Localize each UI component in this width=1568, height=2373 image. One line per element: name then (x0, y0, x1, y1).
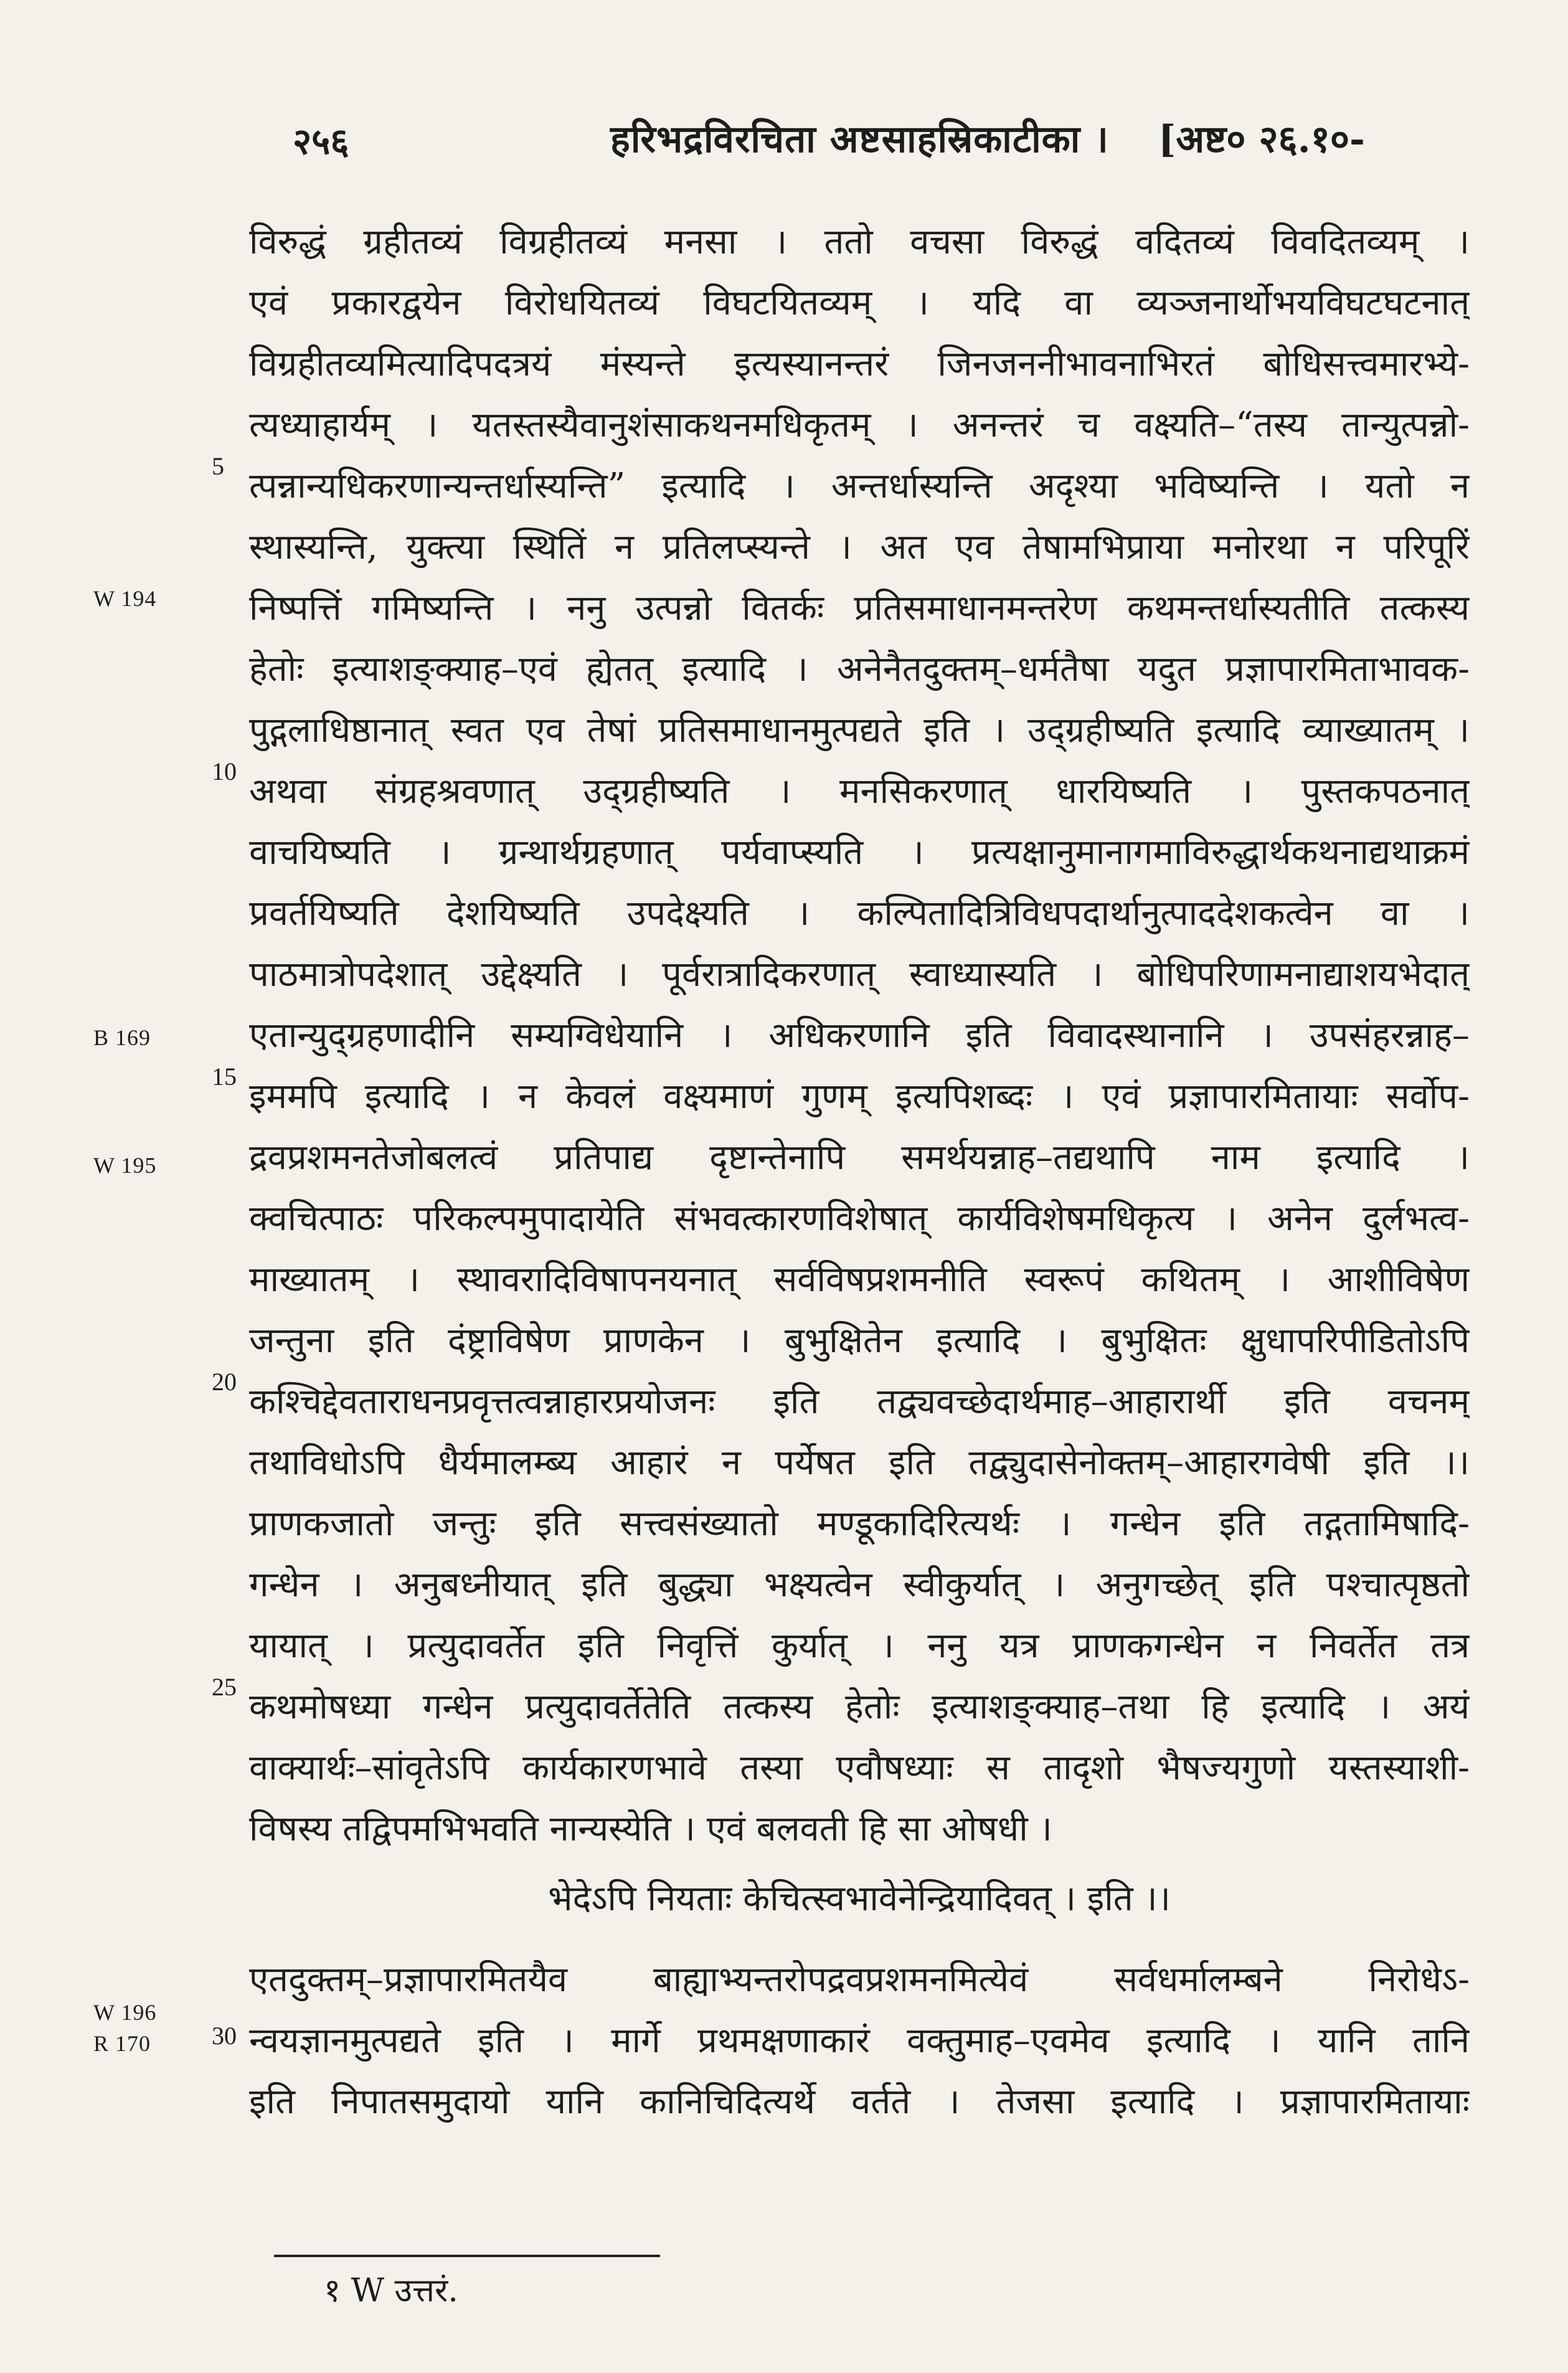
footnote: १ W उत्तरं. (324, 2272, 458, 2309)
running-title: हरिभद्रविरचिता अष्टसाहस्रिकाटीका । (610, 118, 1109, 161)
section-reference: [अष्ट० २६.१०- (1158, 118, 1365, 161)
text-line: क्वचित्पाठः परिकल्पमुपादायेति संभवत्कारणविशेषात् कार्यविशेषमधिकृत्य । अनेन दुर्लभत्व- (249, 1198, 1470, 1239)
text-line: निष्पत्तिं गमिष्यन्ति । ननु उत्पन्नो वितर्कः प्रतिसमाधानमन्तरेण कथमन्तर्धास्यतीति तत्कस्य (249, 588, 1470, 628)
text-line: कथमोषध्या गन्धेन प्रत्युदावर्तेतेति तत्कस्य हेतोः इत्याशङ्क्याह–तथा हि इत्यादि । अयं (249, 1687, 1470, 1727)
text-line: न्वयज्ञानमुत्पद्यते इति । मार्गे प्रथमक्षणाकारं वक्तुमाह–एवमेव इत्यादि । यानि तानि (249, 2020, 1470, 2061)
line-number: 5 (212, 452, 224, 480)
text-line: एतान्युद्ग्रहणादीनि सम्यग्विधेयानि । अधिकरणानि इति विवादस्थानानि । उपसंहरन्नाह– (249, 1015, 1470, 1056)
running-header (0, 0, 1568, 174)
text-line: इति निपातसमुदायो यानि कानिचिदित्यर्थे वर्तते । तेजसा इत्यादि । प्रज्ञापारमितायाः (249, 2082, 1470, 2122)
margin-reference: W 196 (93, 2000, 157, 2025)
text-line: वाक्यार्थः–सांवृतेऽपि कार्यकारणभावे तस्या एवौषध्याः स तादृशो भैषज्यगुणो यस्तस्याशी- (249, 1748, 1470, 1788)
footnote-rule (274, 2255, 660, 2257)
text-line: द्रवप्रशमनतेजोबलत्वं प्रतिपाद्य दृष्टान्तेनापि समर्थयन्नाह–तद्यथापि नाम इत्यादि । (249, 1137, 1470, 1178)
line-number: 20 (212, 1368, 237, 1396)
page-number: २५६ (293, 120, 349, 163)
margin-reference: W 195 (93, 1153, 157, 1178)
text-line: प्राणकजातो जन्तुः इति सत्त्वसंख्यातो मण्डूकादिरित्यर्थः । गन्धेन इति तद्गतामिषादि- (249, 1504, 1470, 1544)
text-line: वाचयिष्यति । ग्रन्थार्थग्रहणात् पर्यवाप्स्यति । प्रत्यक्षानुमानागमाविरुद्धार्थकथनाद्यथाक्रमं (249, 832, 1470, 873)
margin-reference: R 170 (93, 2031, 151, 2056)
text-line: यायात् । प्रत्युदावर्तेत इति निवृत्तिं कुर्यात् । ननु यत्र प्राणकगन्धेन न निवर्तेत तत्र (249, 1626, 1470, 1666)
margin-reference: B 169 (93, 1025, 151, 1050)
text-line: स्थास्यन्ति, युक्त्या स्थितिं न प्रतिलप्स्यन्ते । अत एव तेषामभिप्राया मनोरथा न परिपूरिं (249, 527, 1470, 567)
text-line: कश्चिद्देवताराधनप्रवृत्तत्वन्नाहारप्रयोजनः इति तद्व्यवच्छेदार्थमाह–आहारार्थी इति वचनम् (249, 1381, 1470, 1422)
text-line: एतदुक्तम्–प्रज्ञापारमितयैव बाह्याभ्यन्तरोपद्रवप्रशमनमित्येवं सर्वधर्मालम्बने निरोधेऽ- (249, 1959, 1470, 2000)
verse-line: भेदेऽपि नियताः केचित्स्वभावेनेन्द्रियादिवत् । इति ।। (548, 1878, 1171, 1919)
text-line: विषस्य तद्विपमभिभवति नान्यस्येति । एवं बलवती हि सा ओषधी । (249, 1809, 1052, 1849)
text-line: गन्धेन । अनुबध्नीयात् इति बुद्ध्या भक्ष्यत्वेन स्वीकुर्यात् । अनुगच्छेत् इति पश्चात्पृष्ठतो (249, 1565, 1470, 1605)
text-line: विग्रहीतव्यमित्यादिपदत्रयं मंस्यन्ते इत्यस्यानन्तरं जिनजननीभावनाभिरतं बोधिसत्त्वमारभ्ये- (249, 344, 1470, 384)
text-line: माख्यातम् । स्थावरादिविषापनयनात् सर्वविषप्रशमनीति स्वरूपं कथितम् । आशीविषेण (249, 1259, 1470, 1300)
text-line: अथवा संग्रहश्रवणात् उद्ग्रहीष्यति । मनसिकरणात् धारयिष्यति । पुस्तकपठनात् (249, 771, 1470, 812)
text-line: जन्तुना इति दंष्ट्राविषेण प्राणकेन । बुभुक्षितेन इत्यादि । बुभुक्षितः क्षुधापरिपीडितोऽपि (249, 1320, 1470, 1361)
text-line: त्यध्याहार्यम् । यतस्तस्यैवानुशंसाकथनमधिकृतम् । अनन्तरं च वक्ष्यति–“तस्य तान्युत्पन्नो- (249, 405, 1470, 445)
text-line: पाठमात्रोपदेशात् उद्देक्ष्यति । पूर्वरात्रादिकरणात् स्वाध्यास्यति । बोधिपरिणामनाद्याशयभेदात् (249, 954, 1470, 995)
text-line: तथाविधोऽपि धैर्यमालम्ब्य आहारं न पर्येषत इति तद्व्युदासेनोक्तम्–आहारगवेषी इति ।। (249, 1442, 1470, 1483)
margin-reference: W 194 (93, 586, 157, 611)
text-line: प्रवर्तयिष्यति देशयिष्यति उपदेक्ष्यति । कल्पितादित्रिविधपदार्थानुत्पाददेशकत्वेन वा । (249, 893, 1470, 934)
line-number: 30 (212, 2022, 237, 2050)
text-line: इममपि इत्यादि । न केवलं वक्ष्यमाणं गुणम् इत्यपिशब्दः । एवं प्रज्ञापारमितायाः सर्वोप- (249, 1076, 1470, 1117)
text-line: पुद्गलाधिष्ठानात् स्वत एव तेषां प्रतिसमाधानमुत्पद्यते इति । उद्ग्रहीष्यति इत्यादि व्याख्यातम् । (249, 710, 1470, 751)
line-number: 25 (212, 1673, 237, 1701)
line-number: 10 (212, 757, 237, 785)
text-line: विरुद्धं ग्रहीतव्यं विग्रहीतव्यं मनसा । ततो वचसा विरुद्धं वदितव्यं विवदितव्यम् । (249, 222, 1470, 262)
text-line: हेतोः इत्याशङ्क्याह–एवं ह्येतत् इत्यादि । अनेनैतदुक्तम्–धर्मतैषा यदुत प्रज्ञापारमिताभावक- (249, 649, 1470, 689)
text-line: एवं प्रकारद्वयेन विरोधयितव्यं विघटयितव्यम् । यदि वा व्यञ्जनार्थोभयविघटघटनात् (249, 283, 1470, 323)
line-number: 15 (212, 1063, 237, 1091)
text-line: त्पन्नान्यधिकरणान्यन्तर्धास्यन्ति” इत्यादि । अन्तर्धास्यन्ति अदृश्या भविष्यन्ति । यतो न (249, 466, 1470, 506)
